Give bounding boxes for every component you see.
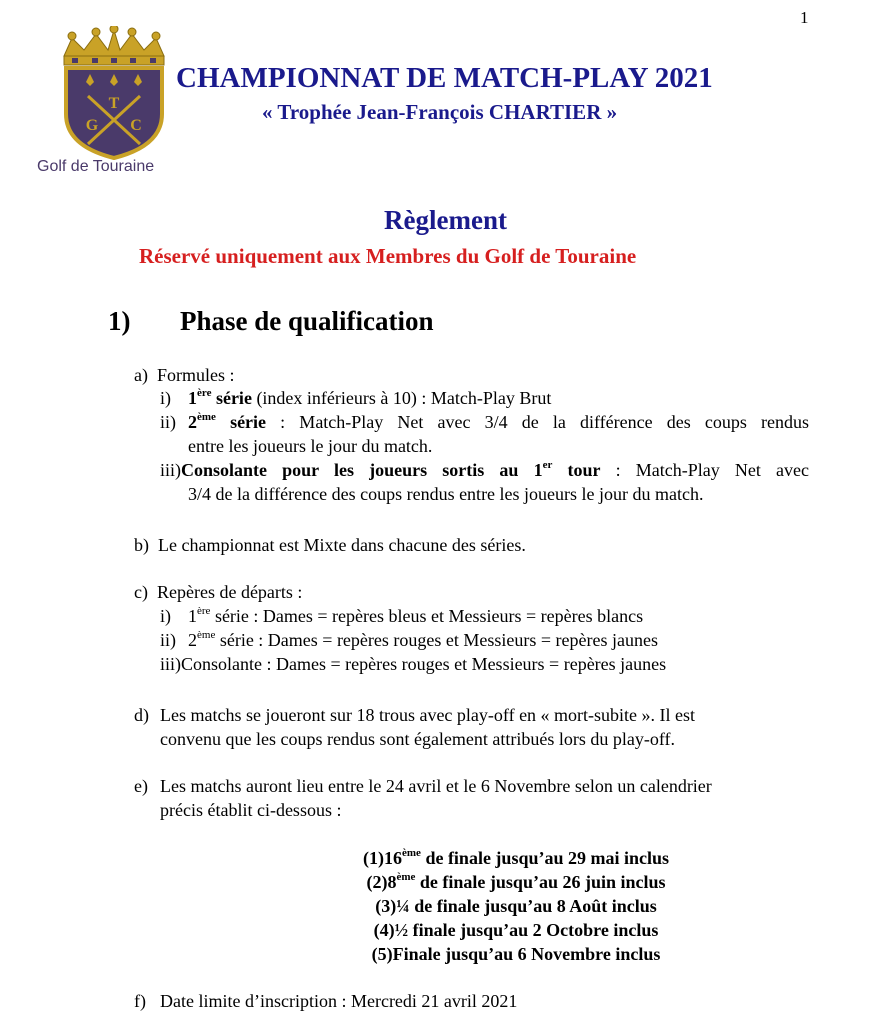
finals-1-prefix: (1)16	[363, 848, 402, 868]
item-a-i-label: i)	[160, 388, 171, 408]
item-d-label: d)	[134, 705, 149, 725]
section-title: Phase de qualification	[180, 306, 434, 336]
page-number: 1	[800, 8, 809, 27]
item-c-iii-label: iii)	[160, 654, 181, 674]
item-a-iii-bold2: tour	[552, 460, 601, 480]
item-a-ii-cont: entre les joueurs le jour du match.	[188, 436, 433, 456]
section-heading	[108, 306, 434, 337]
finals-line-4	[180, 920, 852, 941]
logo-letter-c: C	[130, 117, 142, 134]
finals-2-prefix: (2)8	[366, 872, 397, 892]
item-c-ii-sup: ème	[197, 629, 216, 641]
item-a-iii-rest: : Match-Play Net avec	[600, 460, 810, 480]
item-f-label: f)	[134, 991, 146, 1011]
item-a-i	[160, 388, 551, 409]
item-c-iii	[160, 654, 666, 675]
finals-line-3	[180, 896, 852, 917]
reglement-heading: Règlement	[384, 205, 507, 235]
item-a-i-num: 1	[188, 388, 197, 408]
item-c-iii-text: Consolante : Dames = repères rouges et Messieurs = repères jaunes	[181, 654, 667, 674]
item-e-label: e)	[134, 776, 148, 796]
item-c-i-label: i)	[160, 606, 171, 626]
item-a-ii-rest: : Match-Play Net avec 3/4 de la différence des coups rendus	[266, 412, 809, 432]
finals-line-5	[180, 944, 852, 965]
item-b-label: b)	[134, 535, 149, 555]
item-a-iii-bold: Consolante pour les joueurs sortis au 1	[181, 460, 543, 480]
finals-5-prefix: (5)Finale jusqu’au 6 Novembre inclus	[371, 944, 661, 964]
reglement-subheading: Réservé uniquement aux Membres du Golf de Touraine	[139, 244, 637, 268]
item-e	[134, 776, 712, 797]
page-title: CHAMPIONNAT DE MATCH-PLAY 2021	[176, 62, 713, 94]
item-c-i	[160, 606, 643, 627]
item-a-iii-label: iii)	[160, 460, 181, 480]
item-a-iii-cont: 3/4 de la différence des coups rendus entre les joueurs le jour du match.	[188, 484, 704, 504]
item-f-text: Date limite d’inscription : Mercredi 21 avril 2021	[160, 991, 518, 1011]
item-e-line1: Les matchs auront lieu entre le 24 avril et le 6 Novembre selon un calendrier	[160, 776, 712, 796]
item-b-text: Le championnat est Mixte dans chacune des séries.	[158, 535, 526, 555]
item-c-i-rest: série : Dames = repères bleus et Messieurs = repères blancs	[210, 606, 644, 626]
item-e-line2: précis établit ci-dessous :	[160, 800, 342, 820]
logo-letter-t: T	[108, 95, 120, 112]
item-c-ii-num: 2	[188, 630, 197, 650]
item-c-ii	[160, 630, 658, 651]
item-c-i-sup: ère	[197, 605, 211, 617]
item-a-ii-bold: série	[215, 412, 267, 432]
item-a	[134, 365, 235, 386]
finals-3-prefix: (3)¼ de finale jusqu’au 8 Août inclus	[375, 896, 657, 916]
finals-2-rest: de finale jusqu’au 26 juin inclus	[415, 872, 666, 892]
item-f	[134, 991, 517, 1012]
item-a-i-sup: ère	[197, 387, 212, 399]
item-a-i-rest: (index inférieurs à 10) : Match-Play Brut	[251, 388, 552, 408]
item-c	[134, 582, 302, 603]
finals-2-sup: ème	[396, 871, 416, 883]
item-a-label: a)	[134, 365, 148, 385]
crest-icon	[52, 26, 177, 161]
item-a-ii-num: 2	[188, 412, 197, 432]
item-a-ii	[160, 412, 809, 433]
item-c-ii-rest: série : Dames = repères rouges et Messieurs = repères jaunes	[215, 630, 658, 650]
logo-caption: Golf de Touraine	[37, 158, 155, 175]
item-a-text: Formules :	[156, 365, 235, 385]
item-a-ii-sup: ème	[197, 411, 216, 423]
section-number: 1)	[108, 306, 131, 336]
item-c-ii-label: ii)	[160, 630, 176, 650]
item-a-iii	[160, 460, 809, 481]
item-d	[134, 705, 695, 726]
item-d-line1: Les matchs se joueront sur 18 trous avec play-off en « mort-subite ». Il est	[160, 705, 696, 725]
finals-4-prefix: (4)½ finale jusqu’au 2 Octobre inclus	[373, 920, 659, 940]
finals-line-2	[180, 872, 852, 893]
item-b	[134, 535, 526, 556]
item-a-iii-sup: er	[542, 459, 553, 471]
item-d-line2: convenu que les coups rendus sont également attribués lors du play-off.	[160, 729, 676, 749]
page-subtitle: « Trophée Jean-François CHARTIER »	[262, 100, 618, 124]
logo-letter-g: G	[85, 117, 99, 134]
item-a-i-bold: série	[211, 388, 252, 408]
finals-1-rest: de finale jusqu’au 29 mai inclus	[420, 848, 669, 868]
item-c-label: c)	[134, 582, 148, 602]
finals-line-1	[180, 848, 852, 869]
item-a-ii-label: ii)	[160, 412, 176, 432]
finals-1-sup: ème	[402, 847, 421, 859]
item-c-i-num: 1	[188, 606, 197, 626]
item-c-text: Repères de départs :	[156, 582, 303, 602]
